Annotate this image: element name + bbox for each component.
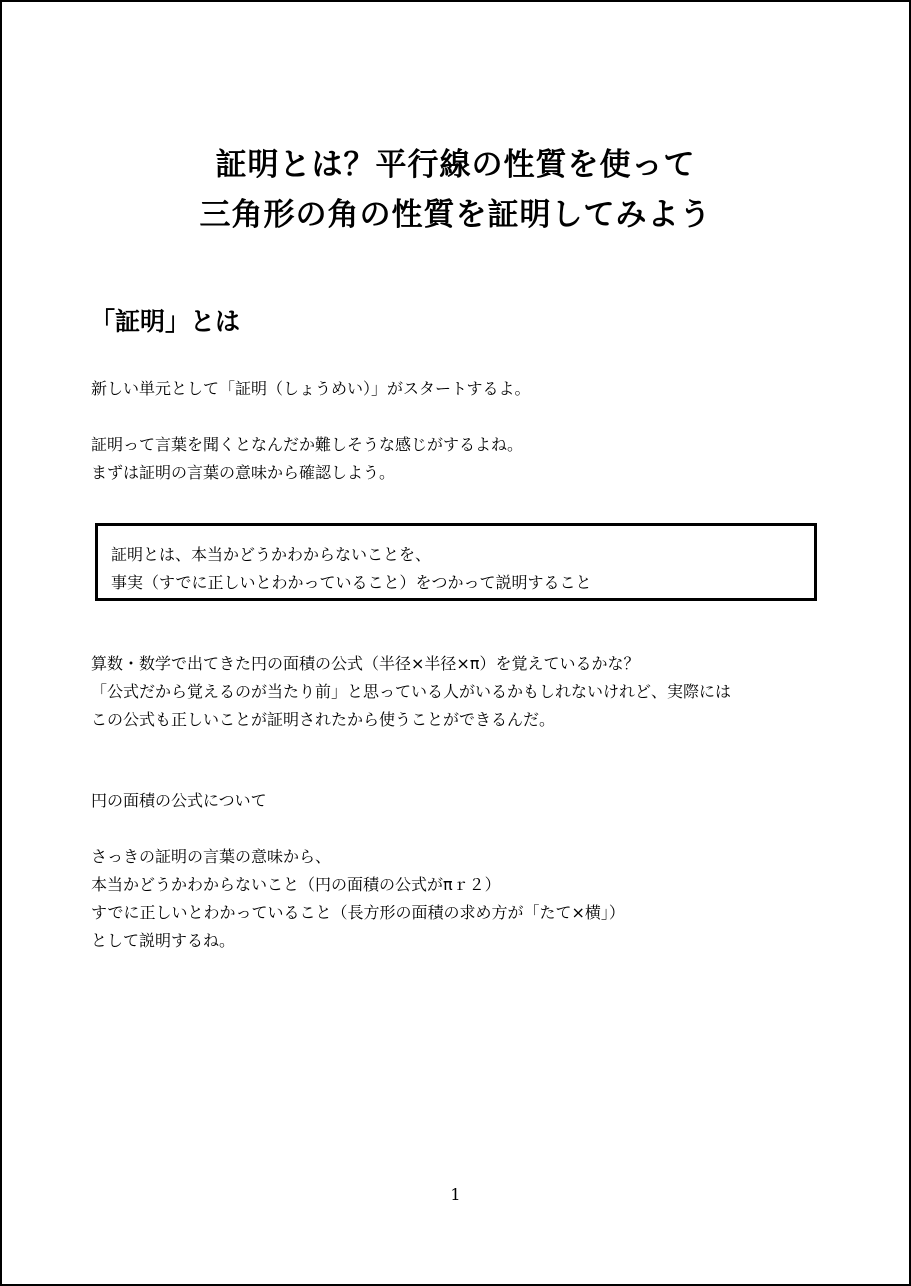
definition-line-1: 証明とは、本当かどうかわからないことを、 [111,545,432,564]
paragraph-4-line-2: 本当かどうかわからないこと（円の面積の公式がπｒ２） [91,875,501,894]
paragraph-2-line-1: 証明って言葉を聞くとなんだか難しそうな感じがするよね。 [91,435,524,454]
subheading [91,787,267,815]
paragraph-3-line-2: 「公式だから覚えるのが当たり前」と思っている人がいるかもしれないけれど、実際には [91,682,732,701]
paragraph-3-line-1: 算数・数学で出てきた円の面積の公式（半径×半径×π）を覚えているかな？ [91,654,640,673]
title-line-1: 証明とは？平行線の性質を使って [215,147,696,183]
page-number: 1 [450,1185,461,1204]
title-line-2: 三角形の角の性質を証明してみよう [199,197,712,233]
intro-line: 新しい単元として「証明（しょうめい）」がスタートするよ。 [91,379,531,398]
section-heading: 「証明」とは [90,307,241,336]
paragraph-4-line-4: として説明するね。 [91,931,236,950]
paragraph-3 [91,650,731,734]
intro-paragraph [91,375,531,403]
definition-box [95,523,817,601]
definition-line-2: 事実（すでに正しいとわかっていること）をつかって説明すること [111,573,592,592]
paragraph-3-line-3: この公式も正しいことが証明されたから使うことができるんだ。 [91,710,556,729]
paragraph-4-line-3: すでに正しいとわかっていること（長方形の面積の求め方が「たて×横」） [91,903,625,922]
paragraph-4-line-1: さっきの証明の言葉の意味から、 [91,847,332,866]
paragraph-2 [91,431,523,487]
paragraph-4 [91,843,625,955]
page-title [2,140,909,240]
subheading-text: 円の面積の公式について [91,791,267,810]
paragraph-2-line-2: まずは証明の言葉の意味から確認しよう。 [91,463,396,482]
